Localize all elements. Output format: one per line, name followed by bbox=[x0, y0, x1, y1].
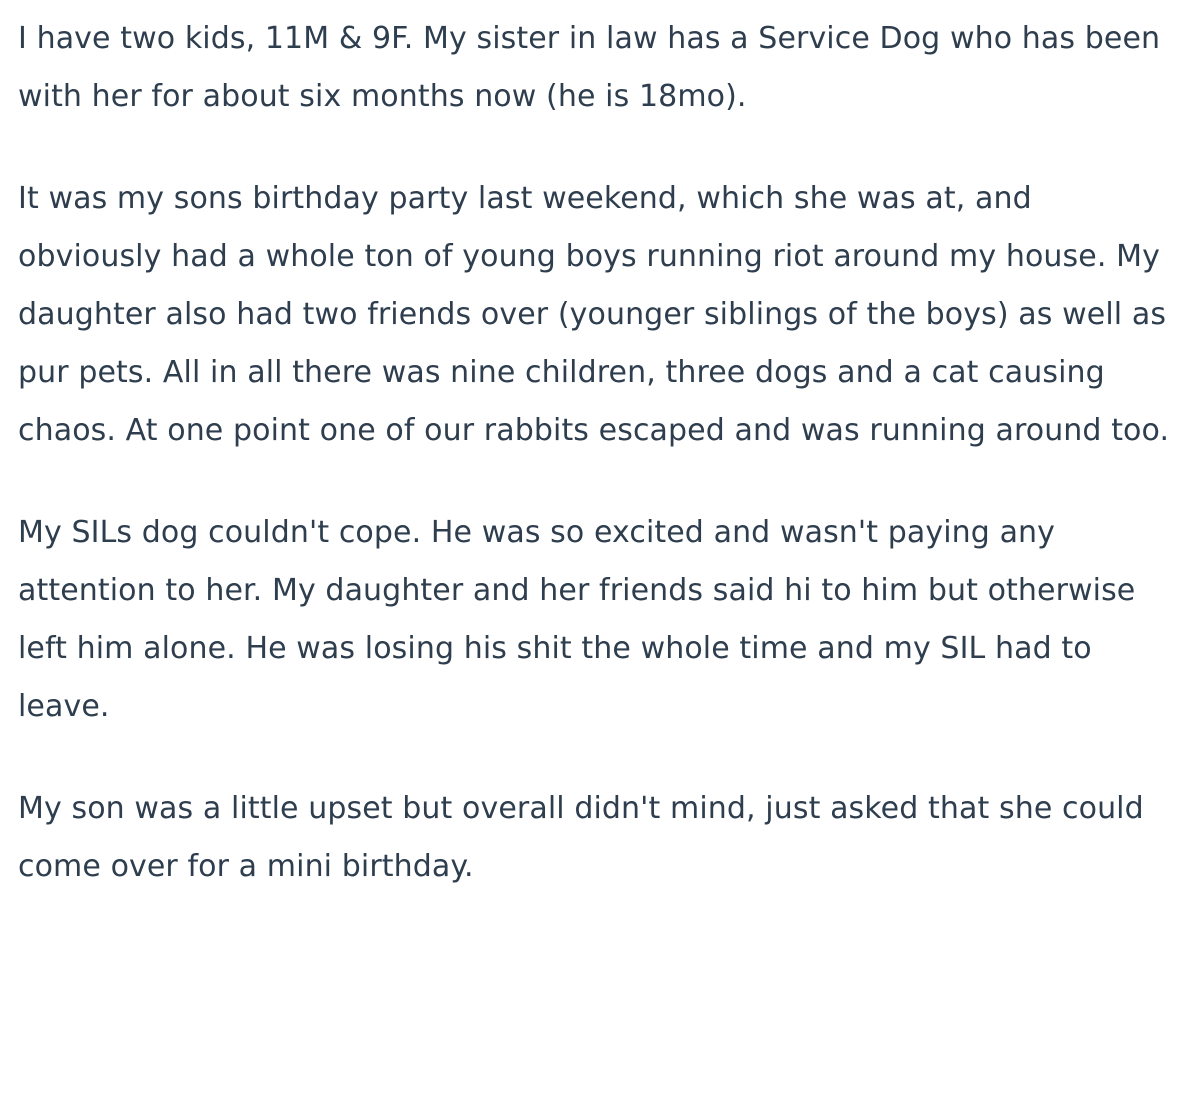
post-paragraph-2: It was my sons birthday party last weekend, which she was at, and obviously had a whole ton of young boys running riot around my house. My daughter also had two friends over (younger siblings of the boys) as well as pur pets. All in all there was nine children, three dogs and a cat causing chaos. At one point one of our rabbits escaped and was running around too. bbox=[18, 181, 1176, 448]
post-paragraph-4: My son was a little upset but overall didn't mind, just asked that she could come over for a mini birthday. bbox=[18, 791, 1154, 884]
post-paragraph-1: I have two kids, 11M & 9F. My sister in law has a Service Dog who has been with her for about six months now (he is 18mo). bbox=[18, 21, 1170, 114]
post-paragraph-3: My SILs dog couldn't cope. He was so excited and wasn't paying any attention to her. My daughter and her friends said hi to him but otherwise left him alone. He was losing his shit the whole time and my SIL had to leave. bbox=[18, 515, 1145, 724]
